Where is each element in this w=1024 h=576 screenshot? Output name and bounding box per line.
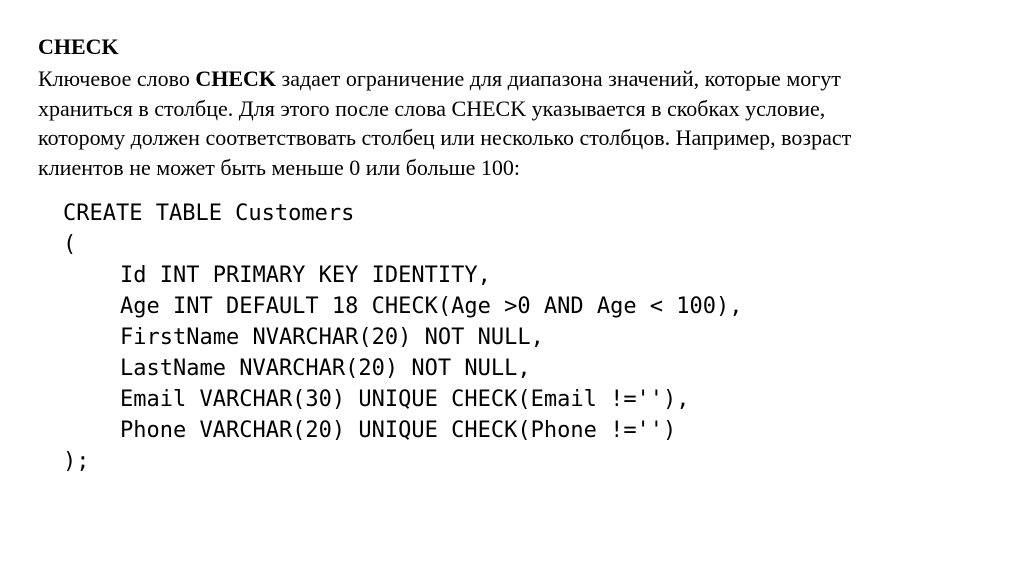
code-line: (: [63, 232, 77, 257]
slide-heading: CHECK: [38, 34, 119, 59]
paragraph-line-1: [38, 64, 998, 94]
sql-code-block: [63, 198, 743, 477]
code-line: LastName NVARCHAR(20) NOT NULL,: [120, 356, 531, 381]
code-line: Email VARCHAR(30) UNIQUE CHECK(Email !=''),: [120, 387, 690, 412]
paragraph-line-2: храниться в столбце. Для этого после слова CHECK указывается в скобках условие,: [38, 95, 826, 121]
description-paragraph: [38, 64, 998, 182]
code-line: Id INT PRIMARY KEY IDENTITY,: [120, 263, 491, 288]
paragraph-line-3: которому должен соответствовать столбец или несколько столбцов. Например, возраст: [38, 125, 852, 150]
code-line: FirstName NVARCHAR(20) NOT NULL,: [120, 325, 544, 350]
paragraph-line-4: клиентов не может быть меньше 0 или больше 100:: [38, 154, 520, 180]
code-line: );: [63, 449, 90, 474]
paragraph-line-1-suffix: задает ограничение для диапазона значений, которые могут: [276, 66, 841, 91]
check-keyword: CHECK: [195, 66, 277, 91]
code-line: CREATE TABLE Customers: [63, 201, 355, 226]
paragraph-line-1-prefix: Ключевое слово: [38, 66, 196, 91]
code-line: Phone VARCHAR(20) UNIQUE CHECK(Phone !=''): [120, 418, 677, 443]
code-line: Age INT DEFAULT 18 CHECK(Age >0 AND Age < 100),: [120, 294, 743, 319]
